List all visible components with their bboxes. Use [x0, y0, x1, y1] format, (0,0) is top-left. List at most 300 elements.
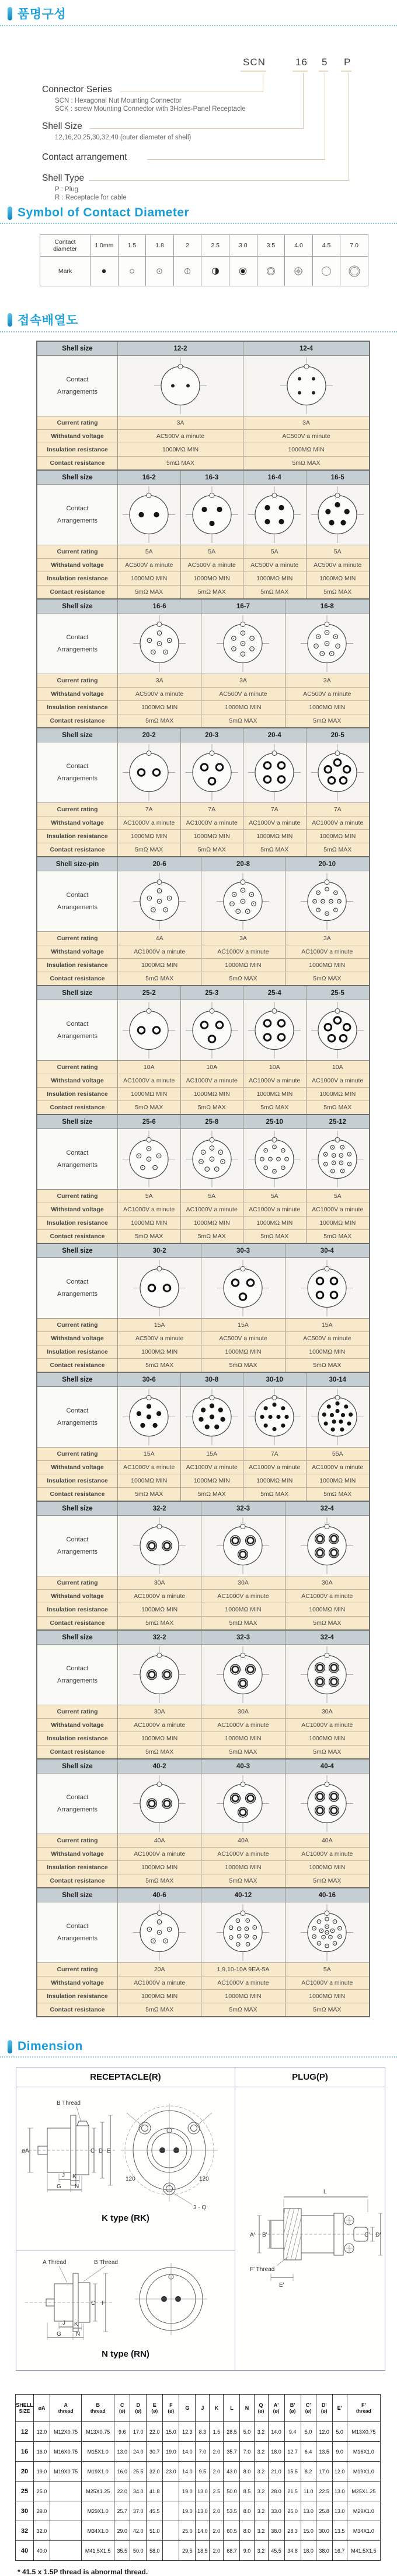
dim-cell	[163, 2501, 179, 2521]
withstand-voltage-cell: AC1000V a minute	[312, 1077, 364, 1084]
mark-icon	[151, 262, 168, 280]
contact-arrangement-cell	[181, 1387, 244, 1447]
shell-size-value-cell: 32-3	[201, 1631, 285, 1644]
contact-arrangement-cell	[285, 1645, 369, 1705]
section-title-dimension: Dimension	[18, 2039, 83, 2053]
section-bar-icon	[8, 206, 12, 220]
withstand-voltage-cell: AC1000V a minute	[301, 1722, 353, 1729]
insulation-resistance-cell: 1000MΩ MIN	[309, 1348, 346, 1355]
insulation-resistance-cell: 1000MΩ MIN	[309, 1606, 346, 1613]
contact-resistance-cell: 5mΩ MAX	[181, 1488, 244, 1501]
shell-size-value-cell: 16-8	[320, 602, 334, 610]
dim-cell: 13.0	[332, 2482, 347, 2501]
connector-diagram	[300, 1775, 354, 1832]
shell-size-value-cell: 12-4	[299, 345, 314, 352]
connector-line	[303, 73, 304, 128]
insulation-resistance-cell: 1000MΩ MIN	[118, 1345, 201, 1358]
contact-arrangements-label: Contact Arrangements	[37, 1258, 118, 1318]
table-row	[37, 443, 369, 457]
drawing-caption: N type (RN)	[102, 2349, 149, 2359]
insulation-resistance-cell: 1000MΩ MIN	[201, 1990, 285, 2003]
dim-cell: 50.0	[224, 2482, 240, 2501]
row-label-cell: Contact resistance	[37, 1874, 118, 1887]
insulation-resistance-cell: 1000MΩ MIN	[181, 572, 244, 585]
contact-resistance-cell: 5mΩ MAX	[181, 1230, 244, 1243]
mark-icon	[234, 262, 252, 280]
contact-arrangements-label: Contact Arrangements	[37, 356, 118, 416]
contact-arrangement-table	[36, 341, 370, 2017]
row-label-cell: Insulation resistance	[37, 1861, 118, 1874]
withstand-voltage-cell: AC1000V a minute	[118, 1848, 201, 1860]
insulation-resistance-cell: 1000MΩ MIN	[243, 1217, 307, 1229]
dim-cell: 8.0	[240, 2462, 254, 2482]
contact-resistance-cell: 5mΩ MAX	[323, 588, 352, 595]
table-row	[37, 1774, 369, 1834]
arrangement-block	[37, 1631, 369, 1760]
contact-resistance-cell: 5mΩ MAX	[118, 586, 181, 598]
dim-header-cell: F' thread	[347, 2395, 380, 2422]
row-label-cell: Withstand voltage	[37, 1074, 118, 1087]
code-underline	[341, 71, 351, 72]
current-rating-cell: 30A	[321, 1708, 333, 1715]
dim-cell: 45.5	[268, 2541, 284, 2561]
connector-diagram	[216, 615, 270, 672]
table-row	[37, 1074, 369, 1088]
row-label-cell: Withstand voltage	[37, 816, 118, 829]
current-rating-cell: 10A	[181, 1061, 244, 1074]
dim-cell: 25.5	[130, 2462, 147, 2482]
dim-cell: 9.0	[332, 2442, 347, 2462]
dim-cell: M29X1.0	[82, 2501, 114, 2521]
contact-arrangements-label: Contact Arrangements	[37, 1000, 118, 1060]
dim-cell: 19.0	[34, 2462, 50, 2482]
insulation-resistance-cell: 1000MΩ MIN	[201, 959, 285, 972]
contact-arrangement-cell	[201, 1774, 285, 1834]
dim-cell: 30	[16, 2501, 34, 2521]
contact-resistance-cell: 5mΩ MAX	[181, 1101, 244, 1114]
withstand-voltage-cell: AC1000V a minute	[201, 945, 285, 958]
connector-diagram	[216, 1517, 270, 1575]
connector-diagram	[185, 1001, 239, 1059]
drawing-label: E'	[279, 2281, 284, 2288]
dimension-table-row	[16, 2541, 381, 2561]
drawing-label: J	[62, 2172, 65, 2179]
dim-header-cell: J	[196, 2395, 210, 2422]
connector-diagram	[133, 1646, 186, 1704]
connector-diagram	[122, 1388, 176, 1446]
table-row	[37, 959, 369, 972]
contact-arrangement-cell	[181, 1000, 244, 1060]
table-row	[37, 1888, 369, 1902]
insulation-resistance-cell: 1000MΩ MIN	[118, 1732, 201, 1745]
dim-cell: M25X1.25	[82, 2482, 114, 2501]
contact-arrangement-cell	[307, 1129, 370, 1189]
mark-cell	[174, 257, 202, 286]
contact-arrangements-label: Contact Arrangements	[37, 1902, 118, 1962]
connector-diagram	[311, 1001, 364, 1059]
table-row	[37, 932, 369, 945]
table-row	[37, 728, 369, 742]
current-rating-cell: 5A	[118, 1190, 181, 1203]
table-row	[37, 1874, 369, 1887]
arrangement-block	[37, 600, 369, 728]
dim-cell: 12.0	[34, 2422, 50, 2442]
current-rating-cell: 7A	[243, 1448, 307, 1460]
connector-line	[89, 180, 349, 181]
dim-cell: 7.0	[240, 2442, 254, 2462]
insulation-resistance-cell: 1000MΩ MIN	[201, 1732, 285, 1745]
withstand-voltage-cell: AC1000V a minute	[118, 1719, 201, 1732]
dotted-rule	[0, 331, 397, 332]
insulation-resistance-cell: 1000MΩ MIN	[118, 1990, 201, 2003]
dim-header-cell: G	[179, 2395, 196, 2422]
section-title-composition: 품명구성	[18, 8, 67, 21]
contact-arrangement-cell	[307, 742, 370, 802]
entry-sub: SCK : screw Mounting Connector with 3Holes-Panel Receptacle	[55, 106, 246, 113]
dim-cell: 58.0	[147, 2541, 163, 2561]
diameter-value-cell: 1.8	[146, 235, 174, 257]
dim-cell: 16.0	[114, 2462, 130, 2482]
dim-cell: 13.0	[196, 2482, 210, 2501]
contact-arrangements-label: Contact Arrangements	[37, 1645, 118, 1705]
table-row	[37, 1448, 369, 1461]
contact-resistance-cell: 5mΩ MAX	[201, 1746, 285, 1758]
connector-diagram	[216, 1775, 270, 1832]
contact-arrangement-cell	[118, 1516, 201, 1576]
shell-size-value-cell: 30-3	[201, 1244, 285, 1257]
dim-cell: 34.8	[284, 2541, 301, 2561]
dim-cell: 30.7	[147, 2442, 163, 2462]
dim-cell: 9.0	[240, 2541, 254, 2561]
diameter-value-cell: 4.5	[313, 235, 341, 257]
contact-arrangement-cell	[118, 614, 201, 674]
entry-label-connector-series: Connector Series	[42, 85, 112, 94]
contact-arrangement-cell	[201, 1516, 285, 1576]
dim-cell: M16X1.0	[347, 2442, 380, 2462]
shell-size-header-cell: Shell size	[37, 728, 118, 742]
insulation-resistance-cell: 1000MΩ MIN	[181, 1474, 244, 1487]
section-symbol-header	[0, 201, 397, 220]
contact-resistance-cell: 5mΩ MAX	[118, 2003, 201, 2016]
dim-cell: 25	[16, 2482, 34, 2501]
connector-diagram	[300, 1904, 354, 1961]
insulation-resistance-cell: 1000MΩ MIN	[201, 1603, 285, 1616]
mark-icon	[95, 262, 113, 280]
mark-cell	[201, 257, 229, 286]
mark-icon	[123, 262, 141, 280]
row-label-cell: Contact resistance	[37, 1617, 118, 1629]
diameter-value-cell: 4.0	[285, 235, 313, 257]
contact-arrangements-label: Contact Arrangements	[37, 1387, 118, 1447]
mark-icon	[179, 262, 196, 280]
withstand-voltage-cell: AC500V a minute	[303, 1335, 351, 1342]
entry-label-contact-arrangement: Contact arrangement	[42, 152, 127, 162]
row-label-cell: Current rating	[37, 1963, 118, 1976]
shell-size-value-cell: 30-10	[243, 1373, 307, 1386]
current-rating-cell: 15A	[118, 1448, 181, 1460]
withstand-voltage-cell: AC1000V a minute	[118, 816, 181, 829]
dim-cell: 15.0	[163, 2422, 179, 2442]
dim-cell: 33.0	[268, 2501, 284, 2521]
connector-diagram	[300, 1259, 354, 1317]
table-row	[37, 1129, 369, 1190]
insulation-resistance-cell: 1000MΩ MIN	[118, 701, 201, 714]
dim-cell	[50, 2521, 82, 2541]
section-bar-icon	[8, 313, 12, 327]
row-label-cell: Withstand voltage	[37, 1332, 118, 1345]
dimension-table	[15, 2394, 381, 2561]
drawing-label: N	[76, 2331, 81, 2337]
insulation-resistance-cell: 1000MΩ MIN	[319, 1091, 356, 1098]
shell-size-value-cell: 40-2	[118, 1760, 201, 1773]
dim-cell: 3.2	[254, 2541, 268, 2561]
connector-diagram	[300, 615, 354, 672]
withstand-voltage-cell: AC1000V a minute	[118, 1590, 201, 1603]
dim-cell	[50, 2501, 82, 2521]
dim-cell: 3.2	[254, 2462, 268, 2482]
drawing-label: K	[74, 2321, 78, 2328]
withstand-voltage-cell: AC1000V a minute	[301, 1593, 353, 1600]
row-label-cell: Current rating	[37, 1319, 118, 1331]
row-label-cell: Insulation resistance	[37, 1088, 118, 1101]
current-rating-cell: 5A	[181, 545, 244, 558]
dim-cell: 53.5	[224, 2501, 240, 2521]
dim-cell: 30.0	[316, 2521, 332, 2541]
contact-resistance-cell: 5mΩ MAX	[118, 1488, 181, 1501]
dim-cell: 14.0	[179, 2442, 196, 2462]
dim-cell: 2.0	[210, 2501, 224, 2521]
dim-cell: 19.0	[179, 2501, 196, 2521]
withstand-voltage-cell: AC1000V a minute	[312, 819, 364, 826]
table-row	[37, 816, 369, 830]
table-row	[37, 1000, 369, 1061]
contact-arrangement-cell	[201, 1902, 285, 1962]
table-row	[37, 688, 369, 701]
contact-arrangement-cell	[307, 485, 370, 545]
contact-resistance-cell: 5mΩ MAX	[201, 1874, 285, 1887]
table-row	[37, 1645, 369, 1705]
arrangement-block	[37, 1244, 369, 1373]
current-rating-cell: 3A	[323, 677, 331, 684]
current-rating-cell: 20A	[118, 1963, 201, 1976]
table-row	[37, 1963, 369, 1976]
current-rating-cell: 10A	[243, 1061, 307, 1074]
table-row	[37, 1516, 369, 1576]
connector-diagram	[300, 1646, 354, 1704]
drawing-label: A Thread	[43, 2259, 67, 2266]
dim-cell: 21.5	[284, 2482, 301, 2501]
current-rating-cell: 3A	[118, 416, 243, 429]
shell-size-header-cell: Shell size	[37, 1244, 118, 1257]
drawing-label: C	[90, 2148, 95, 2154]
mark-cell	[90, 257, 119, 286]
dim-cell: 25.0	[34, 2482, 50, 2501]
connector-diagram	[280, 357, 333, 415]
shell-size-header-cell: Shell size	[37, 1760, 118, 1773]
table-row	[37, 857, 369, 871]
contact-arrangement-cell	[201, 1258, 285, 1318]
row-label-cell: Withstand voltage	[37, 559, 118, 572]
current-rating-cell: 3A	[201, 932, 285, 945]
arrangement-block	[37, 728, 369, 857]
table-row	[37, 1848, 369, 1861]
dim-cell: 43.0	[224, 2462, 240, 2482]
table-row	[37, 1359, 369, 1372]
connector-diagram	[311, 744, 364, 801]
n-type-drawing	[16, 2251, 235, 2370]
contact-resistance-cell: 5mΩ MAX	[243, 586, 307, 598]
contact-arrangement-cell	[285, 1516, 369, 1576]
drawing-label: B'	[262, 2231, 267, 2238]
mark-icon	[290, 262, 307, 280]
table-row	[37, 342, 369, 356]
connector-diagram	[185, 1130, 239, 1188]
current-rating-cell: 5A	[118, 545, 181, 558]
mark-cell	[313, 257, 341, 286]
table-row	[37, 1719, 369, 1732]
current-rating-cell: 7A	[118, 803, 181, 816]
contact-resistance-cell: 5mΩ MAX	[201, 1617, 285, 1629]
arrangement-block	[37, 1115, 369, 1244]
insulation-resistance-cell: 1000MΩ MIN	[309, 1735, 346, 1742]
dim-cell: 34.0	[130, 2482, 147, 2501]
dim-cell: 13.0	[114, 2442, 130, 2462]
code-underline	[241, 71, 266, 72]
table-row	[37, 1590, 369, 1603]
table-row	[37, 1101, 369, 1114]
dim-cell: M13X0.75	[347, 2422, 380, 2442]
connector-diagram	[122, 486, 176, 544]
table-row	[37, 1617, 369, 1629]
part-number-diagram	[0, 26, 397, 201]
row-label-cell: Contact resistance	[37, 843, 118, 856]
section-title-arrangement: 접속배열도	[18, 314, 78, 327]
dim-cell: 17.0	[130, 2422, 147, 2442]
connector-diagram	[133, 1904, 186, 1961]
row-label-cell: Withstand voltage	[37, 1590, 118, 1603]
row-label-cell: Withstand voltage	[37, 430, 118, 443]
withstand-voltage-cell: AC1000V a minute	[201, 1590, 285, 1603]
dim-cell: 21.0	[268, 2462, 284, 2482]
connector-diagram	[248, 1388, 301, 1446]
receptacle-header: RECEPTACLE(R)	[16, 2067, 235, 2087]
contact-resistance-cell: 5mΩ MAX	[118, 714, 201, 727]
entry-sub: 12,16,20,25,30,32,40 (outer diameter of shell)	[55, 134, 191, 141]
dim-cell: 9.5	[196, 2462, 210, 2482]
dim-header-cell: C' (ø)	[301, 2395, 316, 2422]
contact-resistance-cell: 5mΩ MAX	[323, 1233, 352, 1240]
contact-arrangements-label: Contact Arrangements	[37, 614, 118, 674]
contact-arrangement-cell	[118, 1258, 201, 1318]
insulation-resistance-cell: 1000MΩ MIN	[243, 1088, 307, 1101]
entry-label-shell-size: Shell Size	[42, 121, 82, 131]
row-label-cell: Withstand voltage	[37, 1848, 118, 1860]
drawing-label: J	[62, 2320, 65, 2326]
shell-size-value-cell: 16-2	[118, 471, 181, 484]
shell-size-value-cell: 32-2	[118, 1631, 201, 1644]
contact-resistance-cell: 5mΩ MAX	[181, 843, 244, 856]
dim-cell: 2.0	[210, 2521, 224, 2541]
row-label-cell: Current rating	[37, 803, 118, 816]
row-label-cell: Current rating	[37, 1061, 118, 1074]
withstand-voltage-cell: AC500V a minute	[201, 688, 285, 700]
table-row	[37, 871, 369, 932]
current-rating-cell: 5A	[333, 548, 342, 555]
dim-cell: 3.2	[254, 2482, 268, 2501]
mark-cell	[119, 257, 147, 286]
dim-cell: 37.0	[130, 2501, 147, 2521]
dim-header-cell: B thread	[82, 2395, 114, 2422]
shell-size-header-cell: Shell size	[37, 1888, 118, 1902]
table-row	[37, 1746, 369, 1758]
table-row	[37, 1258, 369, 1319]
dim-header-cell: Q (ø)	[254, 2395, 268, 2422]
contact-arrangement-cell	[118, 742, 181, 802]
contact-arrangement-cell	[181, 742, 244, 802]
insulation-resistance-cell: 1000MΩ MIN	[118, 959, 201, 972]
dim-cell: 15.0	[301, 2521, 316, 2541]
current-rating-cell: 4A	[118, 932, 201, 945]
dim-cell: 45.5	[147, 2501, 163, 2521]
shell-size-value-cell: 30-6	[118, 1373, 181, 1386]
section-arrangement-header	[0, 306, 397, 328]
withstand-voltage-cell: AC1000V a minute	[118, 1461, 181, 1474]
table-row	[37, 614, 369, 674]
table-row	[37, 1203, 369, 1217]
table-row	[37, 701, 369, 714]
insulation-resistance-cell: 1000MΩ MIN	[319, 833, 356, 840]
contact-resistance-cell: 5mΩ MAX	[243, 1230, 307, 1243]
row-label-cell: Insulation resistance	[37, 1474, 118, 1487]
contact-arrangements-label: Contact Arrangements	[37, 485, 118, 545]
current-rating-cell: 15A	[181, 1448, 244, 1460]
row-label-cell: Contact resistance	[37, 457, 118, 469]
connector-line	[90, 128, 304, 129]
row-label-cell: Insulation resistance	[37, 959, 118, 972]
shell-size-value-cell: 40-12	[201, 1888, 285, 1902]
dim-cell: 7.0	[196, 2442, 210, 2462]
table-row	[37, 356, 369, 416]
withstand-voltage-cell: AC500V a minute	[118, 1332, 201, 1345]
dim-cell: 9.4	[284, 2422, 301, 2442]
dim-cell: 28.3	[284, 2521, 301, 2541]
withstand-voltage-cell: AC1000V a minute	[301, 948, 353, 955]
table-row	[37, 1902, 369, 1963]
dim-cell: 16	[16, 2442, 34, 2462]
contact-arrangement-cell	[181, 485, 244, 545]
insulation-resistance-cell: 1000MΩ MIN	[309, 704, 346, 711]
table-row	[37, 1345, 369, 1359]
table-row	[37, 1603, 369, 1617]
drawing-label: øA	[22, 2148, 29, 2154]
dimension-table-row	[16, 2442, 381, 2462]
contact-arrangements-label: Contact Arrangements	[37, 1516, 118, 1576]
contact-resistance-cell: 5mΩ MAX	[243, 1101, 307, 1114]
insulation-resistance-cell: 1000MΩ MIN	[118, 572, 181, 585]
contact-resistance-cell: 5mΩ MAX	[118, 972, 201, 985]
row-label-cell: Contact resistance	[37, 1230, 118, 1243]
section-bar-icon	[8, 2040, 12, 2053]
drawing-label: A'	[250, 2231, 255, 2238]
dim-cell: 18.0	[268, 2442, 284, 2462]
table-row	[37, 830, 369, 843]
table-row	[37, 1319, 369, 1332]
insulation-resistance-cell: 1000MΩ MIN	[118, 1861, 201, 1874]
dim-cell: 24.0	[130, 2442, 147, 2462]
withstand-voltage-cell: AC1000V a minute	[312, 1464, 364, 1471]
mark-cell	[285, 257, 313, 286]
receptacle-drawings	[16, 2087, 235, 2370]
